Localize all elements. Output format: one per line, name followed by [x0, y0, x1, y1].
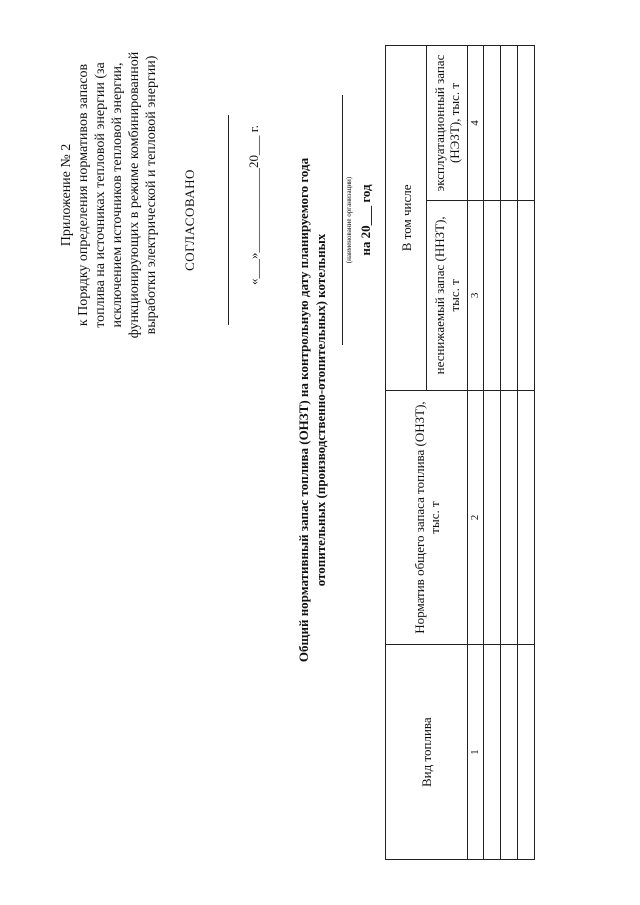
appendix-number: Приложение № 2	[59, 143, 74, 247]
table-cell[interactable]	[518, 390, 535, 645]
approval-date: «___»_____________20___ г.	[246, 125, 261, 285]
table-cell[interactable]	[501, 645, 518, 860]
table-row	[518, 46, 535, 860]
approval-label: СОГЛАСОВАНО	[182, 169, 197, 271]
table-row	[501, 46, 518, 860]
table-cell[interactable]	[518, 200, 535, 390]
table-cell[interactable]	[484, 46, 501, 201]
title-line-1: Общий нормативный запас топлива (ОНЗТ) на контрольную дату планируемого года	[296, 157, 311, 663]
table-cell[interactable]	[484, 200, 501, 390]
header-including: В том числе	[386, 46, 427, 391]
table-row	[484, 46, 501, 860]
appendix-block	[58, 45, 160, 345]
table-cell[interactable]	[501, 200, 518, 390]
title-line-2: отопительных (производственно-отопительных) котельных	[313, 233, 328, 587]
organization-line	[342, 95, 343, 345]
table-cell[interactable]	[518, 645, 535, 860]
fuel-reserve-table	[385, 45, 535, 860]
table-cell[interactable]	[484, 645, 501, 860]
header-onzt: Норматив общего запаса топлива (ОНЗТ), тыс. т	[386, 390, 468, 645]
header-nnzt: неснижаемый запас (ННЗТ), тыс. т	[427, 200, 468, 390]
column-number-row	[468, 46, 484, 860]
plan-year: на 20___ год	[358, 184, 373, 256]
column-number: 2	[468, 390, 484, 645]
organization-caption: (наименование организации)	[345, 176, 353, 264]
appendix-text: к Порядку определения нормативов запасов топлива на источниках тепловой энергии (за исключением источников тепловой энергии, функционирующих в режиме комбинированной выработки электрической и тепловой энергии)	[76, 51, 159, 339]
document-title	[295, 65, 329, 755]
column-number: 3	[468, 200, 484, 390]
table-cell[interactable]	[518, 46, 535, 201]
column-number: 1	[468, 645, 484, 860]
signature-line	[228, 115, 229, 325]
table-cell[interactable]	[501, 390, 518, 645]
table-header-row	[386, 46, 427, 860]
column-number: 4	[468, 46, 484, 201]
table-cell[interactable]	[484, 390, 501, 645]
table-cell[interactable]	[501, 46, 518, 201]
header-nezt: эксплуатационный запас (НЭЗТ), тыс. т	[427, 46, 468, 201]
header-fuel-type: Вид топлива	[386, 645, 468, 860]
